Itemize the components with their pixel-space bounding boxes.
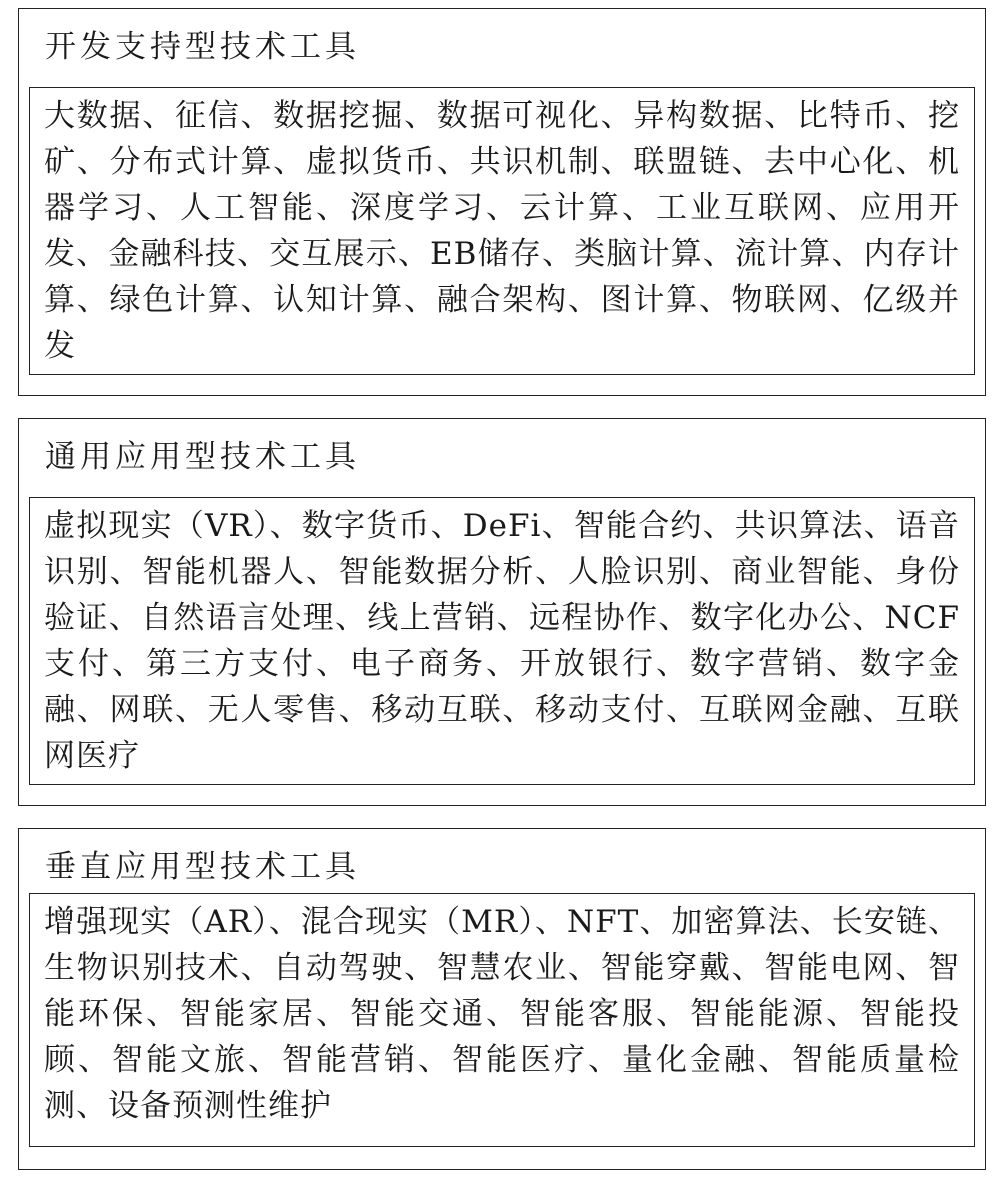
- panel-content-box: [29, 497, 975, 785]
- panel-content-box: [29, 87, 975, 375]
- general-application-tools-panel: [18, 418, 986, 806]
- development-support-tools-panel: [18, 8, 986, 396]
- vertical-application-tools-panel: [18, 828, 986, 1170]
- panel-content-box: [29, 893, 975, 1147]
- panel-title: 通用应用型技术工具: [45, 439, 360, 475]
- panel-title: 开发支持型技术工具: [45, 29, 360, 65]
- panel-content-text: 增强现实（AR）、混合现实（MR）、NFT、加密算法、长安链、生物识别技术、自动驾驶、智慧农业、智能穿戴、智能电网、智能环保、智能家居、智能交通、智能客服、智能能源、智能投顾、智能文旅、智能营销、智能医疗、量化金融、智能质量检测、设备预测性维护: [44, 904, 960, 1124]
- panel-content-text: 虚拟现实（VR）、数字货币、DeFi、智能合约、共识算法、语音识别、智能机器人、智能数据分析、人脸识别、商业智能、身份验证、自然语言处理、线上营销、远程协作、数字化办公、NCF支付、第三方支付、电子商务、开放银行、数字营销、数字金融、网联、无人零售、移动互联、移动支付、互联网金融、互联网医疗: [44, 508, 960, 774]
- panel-content-text: 大数据、征信、数据挖掘、数据可视化、异构数据、比特币、挖矿、分布式计算、虚拟货币、共识机制、联盟链、去中心化、机器学习、人工智能、深度学习、云计算、工业互联网、应用开发、金融科技、交互展示、EB储存、类脑计算、流计算、内存计算、绿色计算、认知计算、融合架构、图计算、物联网、亿级并发: [44, 98, 960, 364]
- panel-title: 垂直应用型技术工具: [45, 849, 360, 885]
